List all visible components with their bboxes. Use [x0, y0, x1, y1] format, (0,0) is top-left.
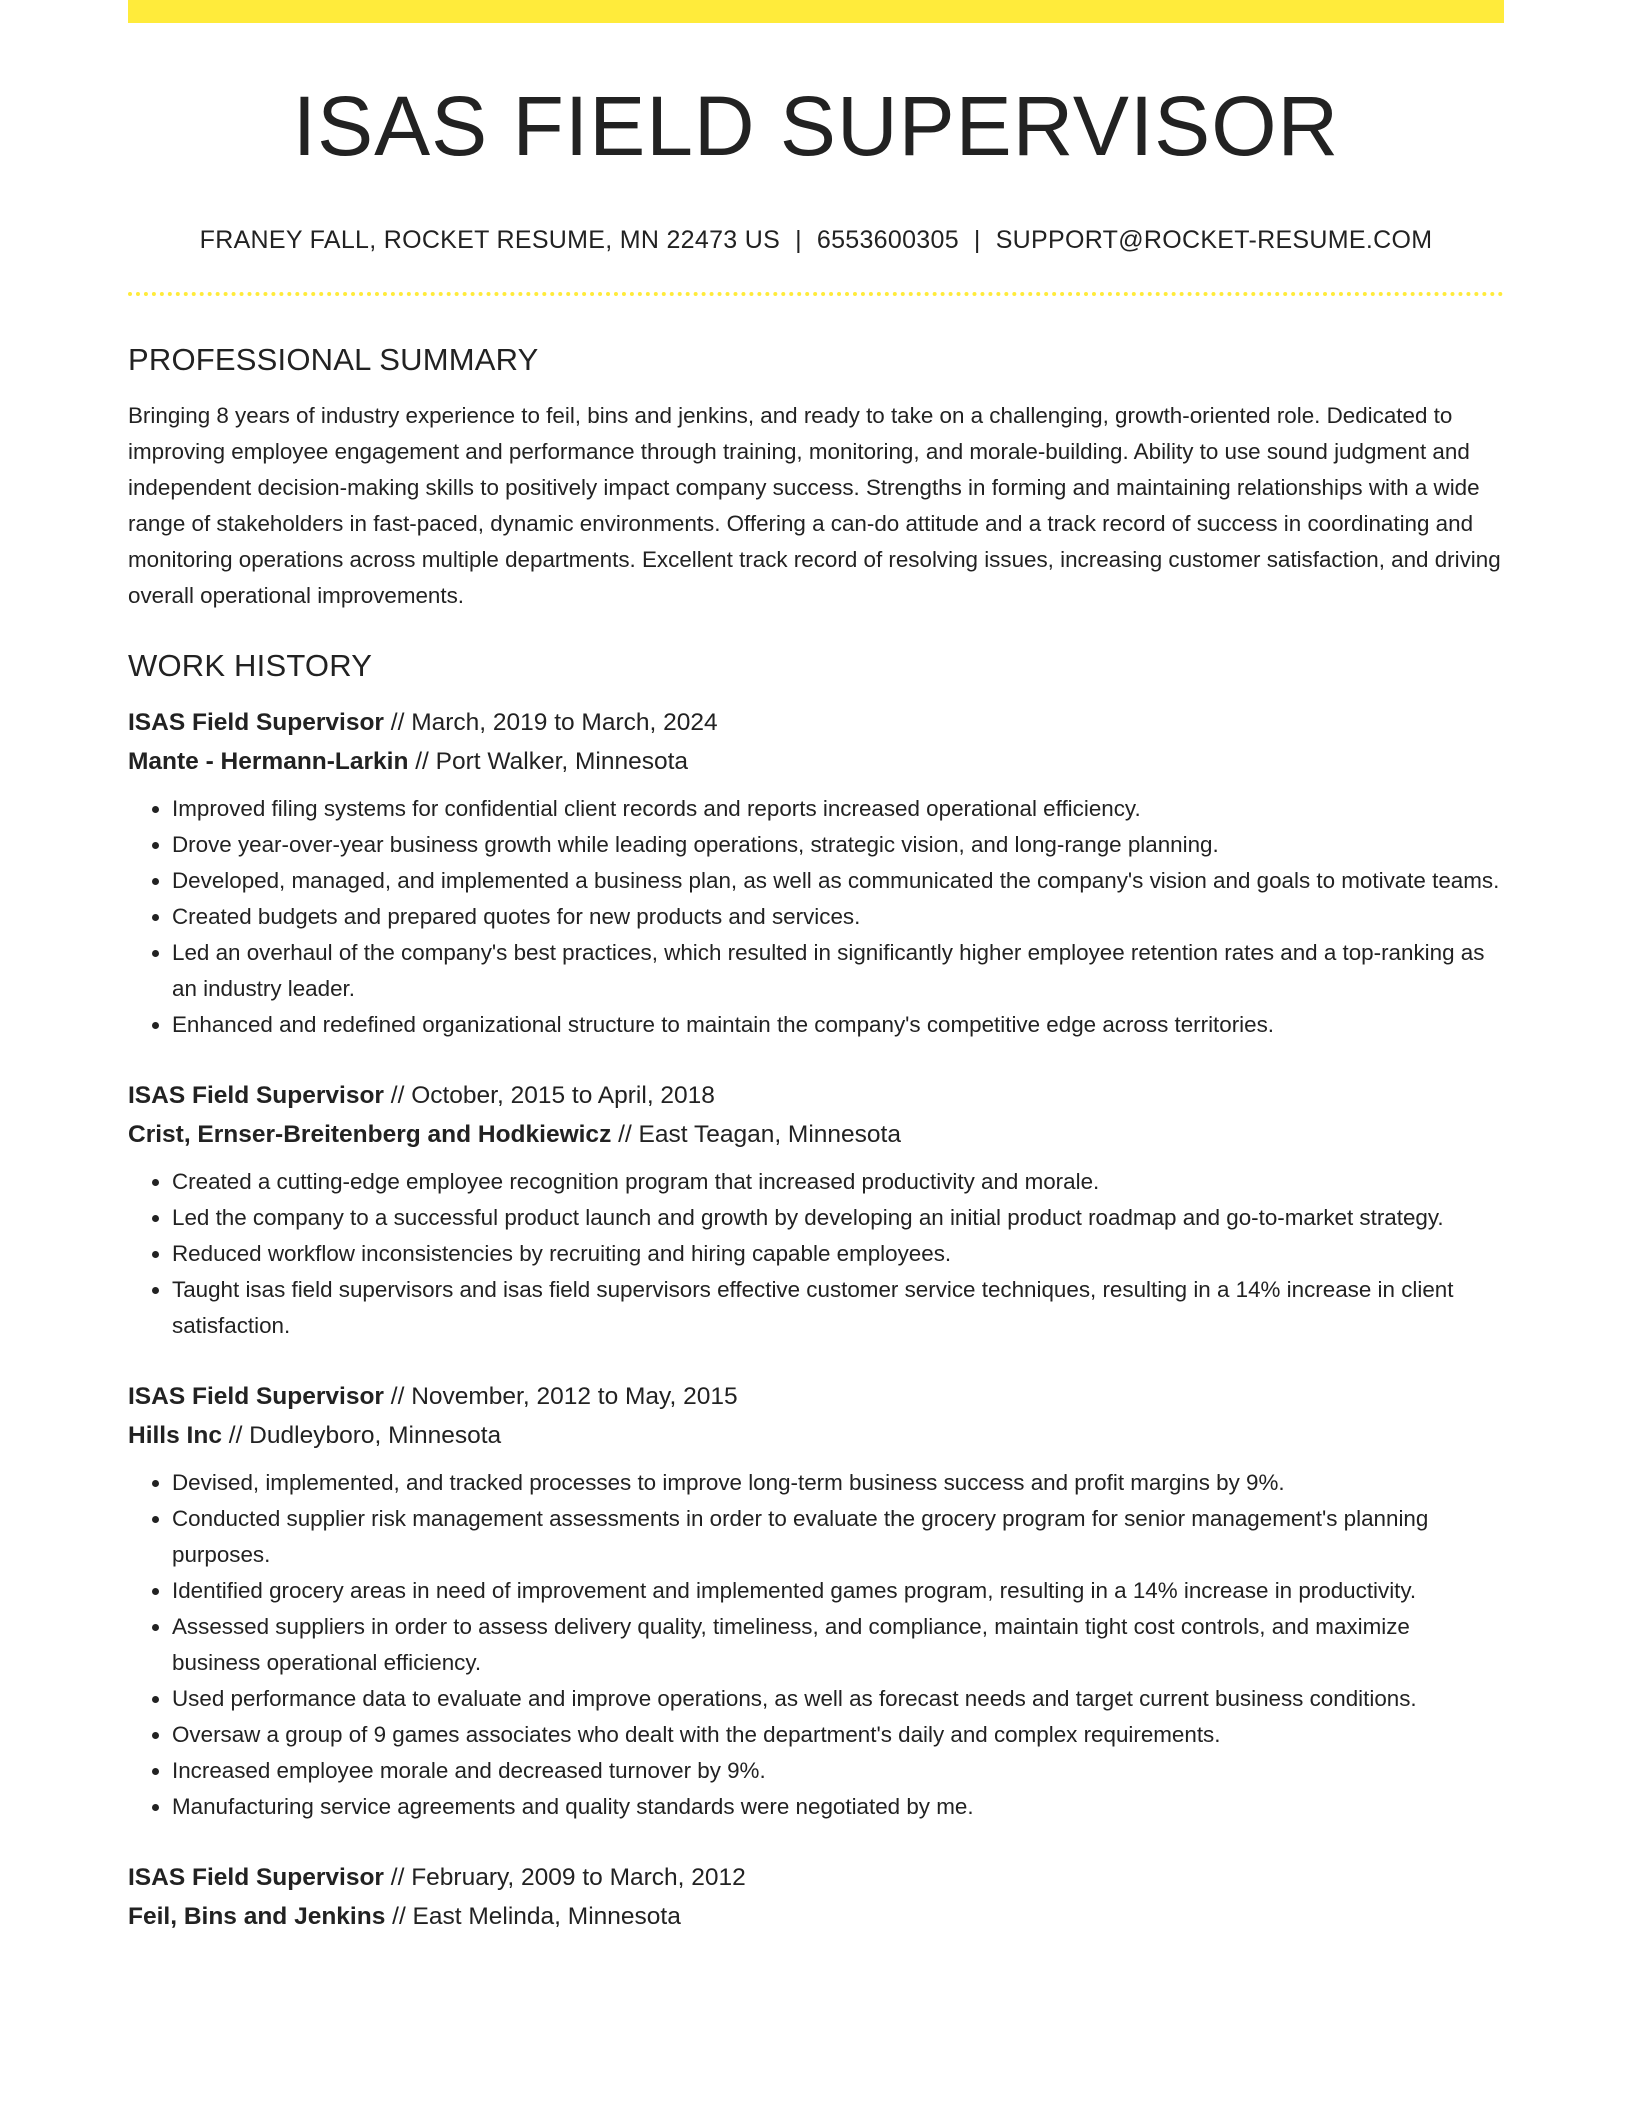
job-company-line — [128, 1115, 1504, 1154]
job-dates: // March, 2019 to March, 2024 — [383, 709, 718, 736]
summary-text: Bringing 8 years of industry experience to feil, bins and jenkins, and ready to take on a challenging, growth-oriented role. Dedicated to improving employee engagement and performance through training, monitoring, and morale-building. Ability to use sound judgment and independent decision-making skills to positively impact company success. Strengths in forming and maintaining relationships with a wide range of stakeholders in fast-paced, dynamic environments. Offering a can-do attitude and a track record of success in coordinating and monitoring operations across multiple departments. Excellent track record of resolving issues, increasing customer satisfaction, and driving overall operational improvements. — [128, 403, 1501, 608]
job-title-line — [128, 703, 1504, 742]
job-bullet: • Created a cutting-edge employee recognition program that increased productivity and morale. — [172, 1164, 1504, 1200]
job-bullet: • Used performance data to evaluate and improve operations, as well as forecast needs and target current business conditions. — [172, 1681, 1504, 1717]
job-dates: // October, 2015 to April, 2018 — [383, 1082, 715, 1109]
job-company: Mante - Hermann-Larkin — [128, 748, 409, 775]
job-role: ISAS Field Supervisor — [128, 1082, 384, 1109]
job-company: Hills Inc — [128, 1422, 222, 1449]
job-bullet: • Improved filing systems for confidential client records and reports increased operational efficiency. — [172, 791, 1504, 827]
job-bullet: • Taught isas field supervisors and isas field supervisors effective customer service techniques, resulting in a 14% increase in client satisfaction. — [172, 1272, 1504, 1344]
job-dates: // November, 2012 to May, 2015 — [383, 1383, 738, 1410]
contact-separator: | — [795, 226, 802, 254]
job-entry — [128, 703, 1504, 1043]
job-bullet: • Oversaw a group of 9 games associates who dealt with the department's daily and complex requirements. — [172, 1717, 1504, 1753]
job-entry — [128, 1076, 1504, 1344]
job-bullet: • Devised, implemented, and tracked processes to improve long-term business success and profit margins by 9%. — [172, 1465, 1504, 1501]
contact-separator: | — [973, 226, 981, 254]
job-bullet: • Reduced workflow inconsistencies by recruiting and hiring capable employees. — [172, 1236, 1504, 1272]
job-location: // East Melinda, Minnesota — [385, 1903, 681, 1930]
job-bullet: • Led the company to a successful product launch and growth by developing an initial product roadmap and go-to-market strategy. — [172, 1200, 1504, 1236]
job-bullets — [128, 1164, 1504, 1344]
job-company-line — [128, 1416, 1504, 1455]
contact-line — [128, 228, 1504, 253]
job-location: // Dudleyboro, Minnesota — [221, 1422, 502, 1449]
accent-bar — [128, 0, 1504, 23]
job-bullet: • Manufacturing service agreements and quality standards were negotiated by me. — [172, 1789, 1504, 1825]
job-company-line — [128, 1897, 1504, 1936]
job-role: ISAS Field Supervisor — [128, 1383, 384, 1410]
job-bullet: • Developed, managed, and implemented a business plan, as well as communicated the company's vision and goals to motivate teams. — [172, 863, 1504, 899]
job-bullet: • Created budgets and prepared quotes for new products and services. — [172, 899, 1504, 935]
job-company: Crist, Ernser-Breitenberg and Hodkiewicz — [128, 1121, 612, 1148]
job-title-line — [128, 1076, 1504, 1115]
summary-heading: PROFESSIONAL SUMMARY — [128, 342, 539, 377]
job-entry — [128, 1377, 1504, 1825]
dotted-divider — [128, 292, 1504, 296]
contact-phone: 6553600305 — [816, 226, 959, 254]
contact-email: SUPPORT@ROCKET-RESUME.COM — [995, 226, 1433, 254]
job-bullet: • Conducted supplier risk management assessments in order to evaluate the grocery program for senior management's planning purposes. — [172, 1501, 1504, 1573]
job-dates: // February, 2009 to March, 2012 — [383, 1864, 746, 1891]
job-bullet: • Drove year-over-year business growth while leading operations, strategic vision, and long-range planning. — [172, 827, 1504, 863]
job-title-line — [128, 1377, 1504, 1416]
job-entry — [128, 1858, 1504, 1936]
job-bullet: • Led an overhaul of the company's best practices, which resulted in significantly higher employee retention rates and a top-ranking as an industry leader. — [172, 935, 1504, 1007]
work-history-heading: WORK HISTORY — [128, 648, 373, 683]
job-location: // Port Walker, Minnesota — [408, 748, 689, 775]
resume-title: ISAS FIELD SUPERVISOR — [292, 79, 1340, 173]
job-bullet: • Assessed suppliers in order to assess delivery quality, timeliness, and compliance, maintain tight cost controls, and maximize business operational efficiency. — [172, 1609, 1504, 1681]
work-history-list — [128, 703, 1504, 1936]
job-role: ISAS Field Supervisor — [128, 1864, 384, 1891]
job-bullet: • Identified grocery areas in need of improvement and implemented games program, resulting in a 14% increase in productivity. — [172, 1573, 1504, 1609]
job-bullet: • Enhanced and redefined organizational structure to maintain the company's competitive edge across territories. — [172, 1007, 1504, 1043]
job-bullets — [128, 1465, 1504, 1825]
job-location: // East Teagan, Minnesota — [611, 1121, 901, 1148]
job-company-line — [128, 742, 1504, 781]
job-bullets — [128, 791, 1504, 1043]
contact-address: FRANEY FALL, ROCKET RESUME, MN 22473 US — [199, 226, 781, 254]
job-bullet: • Increased employee morale and decreased turnover by 9%. — [172, 1753, 1504, 1789]
job-title-line — [128, 1858, 1504, 1897]
resume-page — [128, 0, 1504, 1936]
job-company: Feil, Bins and Jenkins — [128, 1903, 386, 1930]
job-role: ISAS Field Supervisor — [128, 709, 384, 736]
